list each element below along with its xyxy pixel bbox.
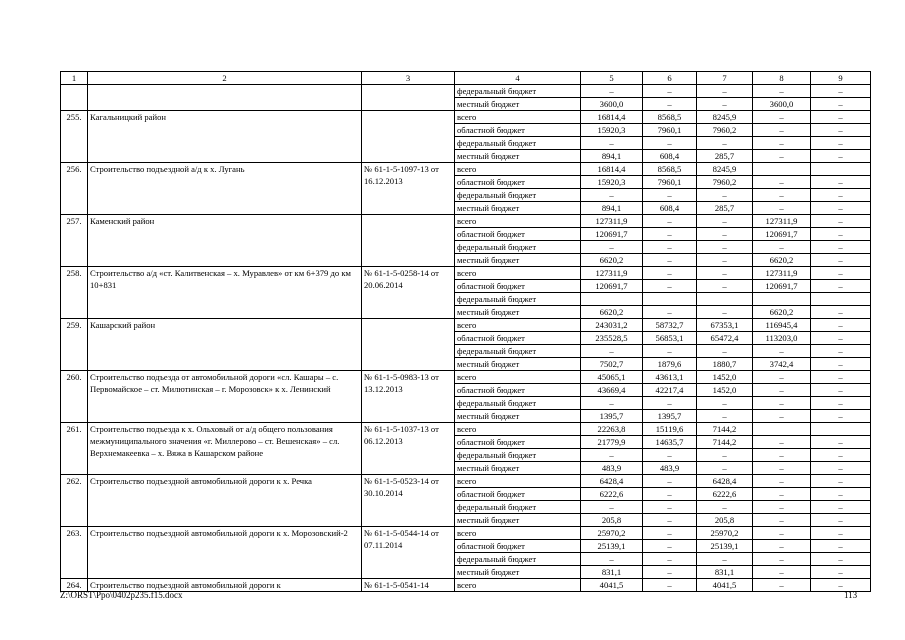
amount-cell: – xyxy=(697,553,753,566)
amount-cell: 8568,5 xyxy=(643,163,697,176)
amount-cell: 7144,2 xyxy=(697,436,753,449)
amount-cell: – xyxy=(811,111,871,124)
amount-cell: 16814,4 xyxy=(581,111,643,124)
amount-cell: 894,1 xyxy=(581,202,643,215)
budget-table xyxy=(60,71,871,592)
amount-cell xyxy=(753,423,811,436)
amount-cell: 127311,9 xyxy=(753,267,811,280)
amount-cell: – xyxy=(697,241,753,254)
funding-source: местный бюджет xyxy=(455,254,581,267)
amount-cell: – xyxy=(811,358,871,371)
page-number: 113 xyxy=(844,590,858,600)
amount-cell: – xyxy=(697,410,753,423)
amount-cell: – xyxy=(643,267,697,280)
table-row xyxy=(61,527,871,540)
row-number: 262. xyxy=(61,475,88,527)
row-number: 260. xyxy=(61,371,88,423)
amount-cell: – xyxy=(811,579,871,592)
amount-cell xyxy=(811,163,871,176)
amount-cell xyxy=(643,293,697,306)
amount-cell: 1880,7 xyxy=(697,358,753,371)
amount-cell: – xyxy=(811,98,871,111)
amount-cell: – xyxy=(753,384,811,397)
amount-cell: – xyxy=(697,397,753,410)
amount-cell: – xyxy=(811,254,871,267)
funding-source: всего xyxy=(455,579,581,592)
object-name xyxy=(88,85,362,111)
amount-cell: 3742,4 xyxy=(753,358,811,371)
funding-source: федеральный бюджет xyxy=(455,137,581,150)
amount-cell: – xyxy=(811,85,871,98)
amount-cell: – xyxy=(643,98,697,111)
column-header: 9 xyxy=(811,72,871,85)
budget-table-page xyxy=(60,71,870,592)
object-name: Кагальницкий район xyxy=(88,111,362,163)
amount-cell xyxy=(753,163,811,176)
amount-cell: – xyxy=(753,553,811,566)
amount-cell: 15920,3 xyxy=(581,124,643,137)
amount-cell: 6620,2 xyxy=(753,254,811,267)
amount-cell: – xyxy=(753,514,811,527)
amount-cell: – xyxy=(581,449,643,462)
amount-cell: – xyxy=(753,111,811,124)
amount-cell: – xyxy=(643,241,697,254)
funding-source: местный бюджет xyxy=(455,566,581,579)
amount-cell: 120691,7 xyxy=(753,228,811,241)
amount-cell: 8245,9 xyxy=(697,111,753,124)
amount-cell: – xyxy=(643,306,697,319)
amount-cell: – xyxy=(581,85,643,98)
amount-cell: 45065,1 xyxy=(581,371,643,384)
amount-cell: – xyxy=(581,345,643,358)
table-row xyxy=(61,319,871,332)
amount-cell: – xyxy=(753,462,811,475)
column-header: 5 xyxy=(581,72,643,85)
amount-cell: 7960,1 xyxy=(643,176,697,189)
funding-source: областной бюджет xyxy=(455,124,581,137)
funding-source: федеральный бюджет xyxy=(455,189,581,202)
amount-cell: – xyxy=(643,280,697,293)
amount-cell: 4041,5 xyxy=(581,579,643,592)
object-name: Кашарский район xyxy=(88,319,362,371)
funding-source: областной бюджет xyxy=(455,280,581,293)
amount-cell: 6428,4 xyxy=(697,475,753,488)
object-name: Каменский район xyxy=(88,215,362,267)
amount-cell: 120691,7 xyxy=(581,228,643,241)
funding-source: всего xyxy=(455,371,581,384)
funding-source: областной бюджет xyxy=(455,488,581,501)
document-number xyxy=(362,215,455,267)
amount-cell: – xyxy=(811,345,871,358)
amount-cell: – xyxy=(697,98,753,111)
amount-cell: – xyxy=(697,449,753,462)
amount-cell: – xyxy=(753,241,811,254)
amount-cell: – xyxy=(753,150,811,163)
funding-source: местный бюджет xyxy=(455,306,581,319)
amount-cell xyxy=(811,293,871,306)
amount-cell: – xyxy=(753,579,811,592)
amount-cell: – xyxy=(753,397,811,410)
amount-cell: – xyxy=(811,397,871,410)
amount-cell: 205,8 xyxy=(697,514,753,527)
amount-cell: – xyxy=(643,501,697,514)
amount-cell: – xyxy=(811,501,871,514)
amount-cell: – xyxy=(753,501,811,514)
amount-cell: – xyxy=(753,189,811,202)
funding-source: местный бюджет xyxy=(455,358,581,371)
amount-cell: 25970,2 xyxy=(697,527,753,540)
amount-cell: – xyxy=(811,514,871,527)
table-row xyxy=(61,267,871,280)
funding-source: местный бюджет xyxy=(455,514,581,527)
amount-cell: 43613,1 xyxy=(643,371,697,384)
table-row xyxy=(61,423,871,436)
amount-cell: 7960,2 xyxy=(697,176,753,189)
funding-source: местный бюджет xyxy=(455,98,581,111)
amount-cell: 7960,2 xyxy=(697,124,753,137)
amount-cell: 67353,1 xyxy=(697,319,753,332)
document-number: № 61-1-5-1097-13 от 16.12.2013 xyxy=(362,163,455,215)
amount-cell: – xyxy=(581,189,643,202)
amount-cell: – xyxy=(643,579,697,592)
amount-cell: – xyxy=(643,228,697,241)
amount-cell: – xyxy=(697,85,753,98)
object-name: Строительство подъезда от автомобильной дороги «сл. Кашары – с. Первомайское – ст. Милютинская – г. Морозовск» к х. Ленинский xyxy=(88,371,362,423)
object-name: Строительство подъездной автомобильной дороги к xyxy=(88,579,362,592)
amount-cell: 42217,4 xyxy=(643,384,697,397)
amount-cell: – xyxy=(697,215,753,228)
amount-cell: – xyxy=(811,449,871,462)
amount-cell: – xyxy=(697,267,753,280)
amount-cell: – xyxy=(643,488,697,501)
amount-cell: – xyxy=(697,462,753,475)
amount-cell: – xyxy=(811,319,871,332)
funding-source: областной бюджет xyxy=(455,384,581,397)
amount-cell: – xyxy=(811,540,871,553)
document-number: № 61-1-5-0523-14 от 30.10.2014 xyxy=(362,475,455,527)
amount-cell: 120691,7 xyxy=(581,280,643,293)
object-name: Строительство подъездной автомобильной дороги к х. Морозовский-2 xyxy=(88,527,362,579)
amount-cell: 127311,9 xyxy=(581,215,643,228)
funding-source: всего xyxy=(455,163,581,176)
table-header-row xyxy=(61,72,871,85)
row-number xyxy=(61,85,88,111)
amount-cell: 243031,2 xyxy=(581,319,643,332)
funding-source: федеральный бюджет xyxy=(455,241,581,254)
amount-cell: – xyxy=(811,280,871,293)
amount-cell xyxy=(581,293,643,306)
document-number: № 61-1-5-1037-13 от 06.12.2013 xyxy=(362,423,455,475)
amount-cell xyxy=(697,293,753,306)
amount-cell: 14635,7 xyxy=(643,436,697,449)
amount-cell: – xyxy=(643,540,697,553)
amount-cell: 608,4 xyxy=(643,150,697,163)
funding-source: федеральный бюджет xyxy=(455,449,581,462)
funding-source: областной бюджет xyxy=(455,332,581,345)
amount-cell: 1879,6 xyxy=(643,358,697,371)
amount-cell: 8245,9 xyxy=(697,163,753,176)
amount-cell xyxy=(811,423,871,436)
amount-cell: – xyxy=(643,85,697,98)
amount-cell: – xyxy=(811,241,871,254)
amount-cell: – xyxy=(697,228,753,241)
document-number: № 61-1-5-0541-14 xyxy=(362,579,455,592)
amount-cell: – xyxy=(811,475,871,488)
amount-cell: 7144,2 xyxy=(697,423,753,436)
row-number: 255. xyxy=(61,111,88,163)
document-number xyxy=(362,319,455,371)
amount-cell: 894,1 xyxy=(581,150,643,163)
document-number: № 61-1-5-0983-13 от 13.12.2013 xyxy=(362,371,455,423)
amount-cell: – xyxy=(811,384,871,397)
amount-cell: 7960,1 xyxy=(643,124,697,137)
funding-source: всего xyxy=(455,423,581,436)
amount-cell: 6620,2 xyxy=(581,306,643,319)
amount-cell: 15119,6 xyxy=(643,423,697,436)
column-header: 7 xyxy=(697,72,753,85)
funding-source: областной бюджет xyxy=(455,176,581,189)
amount-cell: 483,9 xyxy=(643,462,697,475)
amount-cell: 22263,8 xyxy=(581,423,643,436)
amount-cell: – xyxy=(753,449,811,462)
funding-source: федеральный бюджет xyxy=(455,85,581,98)
amount-cell: – xyxy=(753,371,811,384)
amount-cell: – xyxy=(697,306,753,319)
amount-cell: – xyxy=(753,527,811,540)
amount-cell: 6222,6 xyxy=(697,488,753,501)
amount-cell: 205,8 xyxy=(581,514,643,527)
amount-cell: – xyxy=(643,475,697,488)
amount-cell: – xyxy=(811,410,871,423)
amount-cell: – xyxy=(811,436,871,449)
amount-cell: 15920,3 xyxy=(581,176,643,189)
amount-cell: – xyxy=(753,345,811,358)
amount-cell: – xyxy=(643,137,697,150)
funding-source: областной бюджет xyxy=(455,540,581,553)
amount-cell: 285,7 xyxy=(697,150,753,163)
funding-source: всего xyxy=(455,475,581,488)
amount-cell: 25139,1 xyxy=(697,540,753,553)
column-header: 6 xyxy=(643,72,697,85)
amount-cell: 65472,4 xyxy=(697,332,753,345)
column-header: 3 xyxy=(362,72,455,85)
amount-cell: 235528,5 xyxy=(581,332,643,345)
amount-cell: 56853,1 xyxy=(643,332,697,345)
funding-source: федеральный бюджет xyxy=(455,345,581,358)
amount-cell: – xyxy=(811,488,871,501)
table-row xyxy=(61,111,871,124)
table-row xyxy=(61,163,871,176)
column-header: 2 xyxy=(88,72,362,85)
funding-source: местный бюджет xyxy=(455,202,581,215)
amount-cell: – xyxy=(643,215,697,228)
document-number xyxy=(362,111,455,163)
object-name: Строительство подъезда к х. Ольховый от а/д общего пользования межмуниципального значения «г. Миллерово – ст. Вешенская» – сл. Верхнемакеевка – х. Вяжа в Кашарском районе xyxy=(88,423,362,475)
amount-cell: – xyxy=(643,254,697,267)
amount-cell: – xyxy=(753,202,811,215)
amount-cell: – xyxy=(643,527,697,540)
funding-source: местный бюджет xyxy=(455,410,581,423)
document-number xyxy=(362,85,455,111)
amount-cell: – xyxy=(811,267,871,280)
amount-cell: 21779,9 xyxy=(581,436,643,449)
amount-cell: – xyxy=(811,371,871,384)
amount-cell: – xyxy=(643,553,697,566)
amount-cell: 25970,2 xyxy=(581,527,643,540)
amount-cell: 6620,2 xyxy=(581,254,643,267)
funding-source: местный бюджет xyxy=(455,462,581,475)
amount-cell: – xyxy=(811,332,871,345)
amount-cell: 1452,0 xyxy=(697,371,753,384)
amount-cell: 285,7 xyxy=(697,202,753,215)
amount-cell: – xyxy=(753,85,811,98)
funding-source: областной бюджет xyxy=(455,436,581,449)
amount-cell: 127311,9 xyxy=(581,267,643,280)
amount-cell: – xyxy=(753,566,811,579)
column-header: 8 xyxy=(753,72,811,85)
amount-cell: 3600,0 xyxy=(581,98,643,111)
amount-cell: – xyxy=(811,462,871,475)
document-path: Z:\ORST\Ppo\0402p235.f15.docx xyxy=(60,590,183,600)
row-number: 256. xyxy=(61,163,88,215)
amount-cell: – xyxy=(697,280,753,293)
funding-source: всего xyxy=(455,267,581,280)
amount-cell: – xyxy=(811,124,871,137)
amount-cell: 1395,7 xyxy=(581,410,643,423)
amount-cell: 3600,0 xyxy=(753,98,811,111)
amount-cell: 4041,5 xyxy=(697,579,753,592)
document-number: № 61-1-5-0544-14 от 07.11.2014 xyxy=(362,527,455,579)
funding-source: федеральный бюджет xyxy=(455,553,581,566)
amount-cell: – xyxy=(811,176,871,189)
amount-cell: – xyxy=(753,137,811,150)
amount-cell: 608,4 xyxy=(643,202,697,215)
column-header: 1 xyxy=(61,72,88,85)
amount-cell: – xyxy=(643,514,697,527)
amount-cell: – xyxy=(581,241,643,254)
amount-cell: – xyxy=(811,202,871,215)
amount-cell: 6222,6 xyxy=(581,488,643,501)
table-row xyxy=(61,475,871,488)
amount-cell: – xyxy=(753,436,811,449)
amount-cell: – xyxy=(753,540,811,553)
amount-cell: 120691,7 xyxy=(753,280,811,293)
amount-cell: 1395,7 xyxy=(643,410,697,423)
row-number: 263. xyxy=(61,527,88,579)
table-row xyxy=(61,85,871,98)
row-number: 264. xyxy=(61,579,88,592)
amount-cell: 831,1 xyxy=(697,566,753,579)
amount-cell: 16814,4 xyxy=(581,163,643,176)
amount-cell: – xyxy=(581,397,643,410)
amount-cell: – xyxy=(643,566,697,579)
amount-cell: 116945,4 xyxy=(753,319,811,332)
object-name: Строительство подъездной автомобильной дороги к х. Речка xyxy=(88,475,362,527)
amount-cell xyxy=(753,293,811,306)
amount-cell: – xyxy=(643,397,697,410)
funding-source: федеральный бюджет xyxy=(455,293,581,306)
amount-cell: – xyxy=(753,176,811,189)
funding-source: местный бюджет xyxy=(455,150,581,163)
document-number: № 61-1-5-0258-14 от 20.06.2014 xyxy=(362,267,455,319)
amount-cell: – xyxy=(811,566,871,579)
amount-cell: – xyxy=(811,553,871,566)
amount-cell: – xyxy=(811,215,871,228)
funding-source: областной бюджет xyxy=(455,228,581,241)
amount-cell: – xyxy=(697,501,753,514)
amount-cell: 831,1 xyxy=(581,566,643,579)
object-name: Строительство а/д «ст. Калитвенская – х. Муравлев» от км 6+379 до км 10+831 xyxy=(88,267,362,319)
amount-cell: 483,9 xyxy=(581,462,643,475)
funding-source: всего xyxy=(455,215,581,228)
funding-source: всего xyxy=(455,111,581,124)
amount-cell: 8568,5 xyxy=(643,111,697,124)
row-number: 257. xyxy=(61,215,88,267)
amount-cell: – xyxy=(643,189,697,202)
amount-cell: – xyxy=(753,410,811,423)
amount-cell: – xyxy=(581,553,643,566)
amount-cell: – xyxy=(811,137,871,150)
amount-cell: – xyxy=(697,189,753,202)
amount-cell: 6620,2 xyxy=(753,306,811,319)
table-row xyxy=(61,371,871,384)
funding-source: федеральный бюджет xyxy=(455,501,581,514)
column-header: 4 xyxy=(455,72,581,85)
amount-cell: 6428,4 xyxy=(581,475,643,488)
amount-cell: – xyxy=(581,137,643,150)
amount-cell: – xyxy=(697,254,753,267)
amount-cell: 1452,0 xyxy=(697,384,753,397)
row-number: 258. xyxy=(61,267,88,319)
object-name: Строительство подъездной а/д к х. Лугань xyxy=(88,163,362,215)
amount-cell: – xyxy=(811,306,871,319)
amount-cell: 113203,0 xyxy=(753,332,811,345)
amount-cell: – xyxy=(643,449,697,462)
funding-source: всего xyxy=(455,319,581,332)
amount-cell: 58732,7 xyxy=(643,319,697,332)
funding-source: всего xyxy=(455,527,581,540)
amount-cell: 7502,7 xyxy=(581,358,643,371)
amount-cell: – xyxy=(753,488,811,501)
row-number: 259. xyxy=(61,319,88,371)
amount-cell: – xyxy=(811,228,871,241)
amount-cell: 127311,9 xyxy=(753,215,811,228)
amount-cell: – xyxy=(643,345,697,358)
funding-source: федеральный бюджет xyxy=(455,397,581,410)
amount-cell: – xyxy=(697,345,753,358)
amount-cell: 43669,4 xyxy=(581,384,643,397)
amount-cell: – xyxy=(811,150,871,163)
amount-cell: – xyxy=(811,189,871,202)
amount-cell: – xyxy=(811,527,871,540)
amount-cell: – xyxy=(697,137,753,150)
amount-cell: – xyxy=(581,501,643,514)
amount-cell: – xyxy=(753,124,811,137)
amount-cell: – xyxy=(753,475,811,488)
table-row xyxy=(61,215,871,228)
amount-cell: 25139,1 xyxy=(581,540,643,553)
row-number: 261. xyxy=(61,423,88,475)
